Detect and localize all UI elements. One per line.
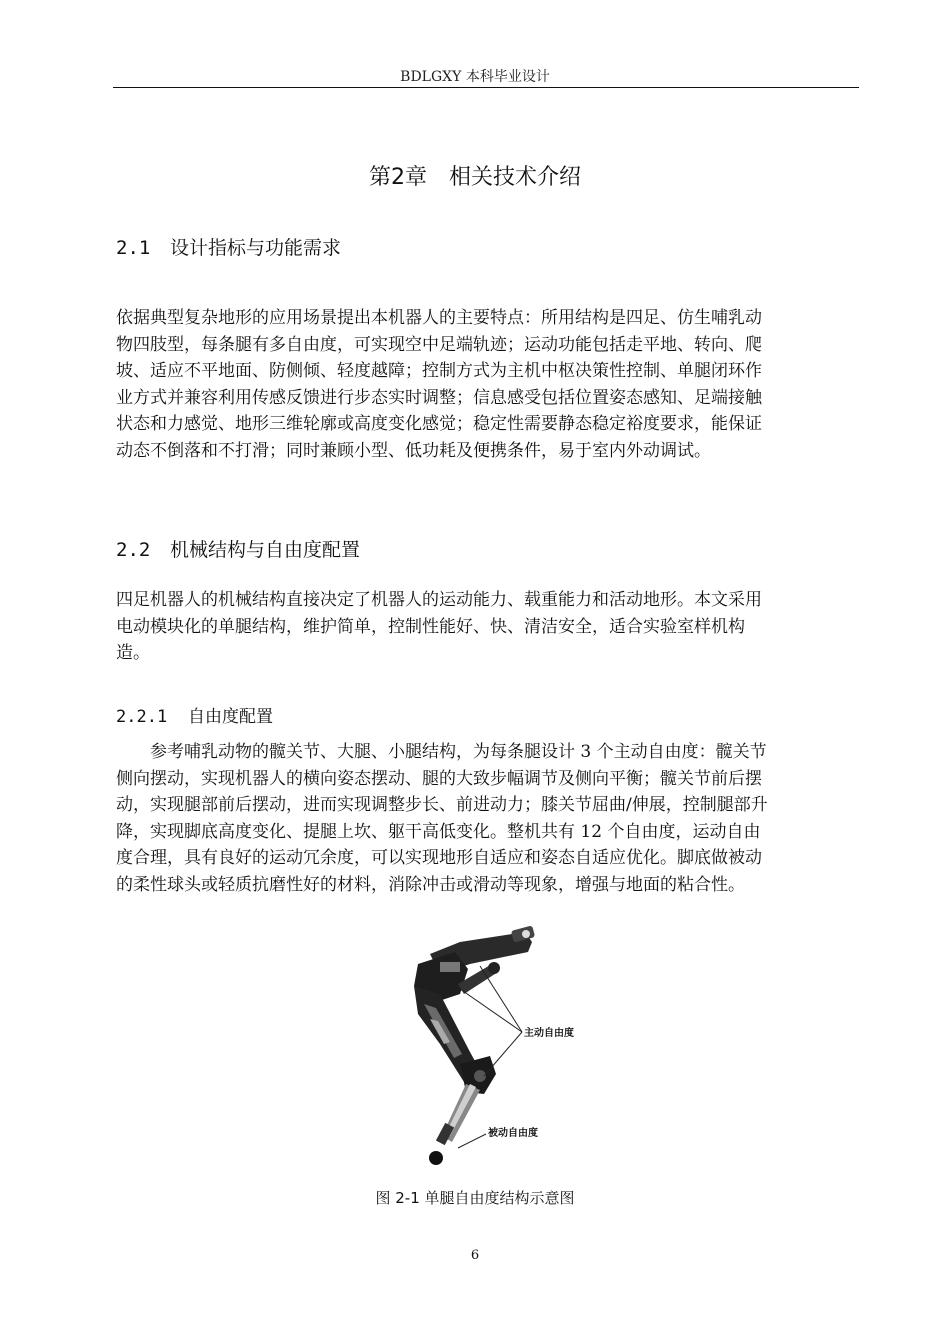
text-line: 坡、适应不平地面、防侧倾、轻度越障；控制方式为主机中枢决策性控制、单腿闭环作	[116, 361, 762, 381]
section-2-1-heading	[116, 233, 341, 260]
leg-structure-figure	[400, 924, 610, 1174]
text-line: 造。	[116, 643, 150, 663]
section-2-2-paragraph	[116, 587, 856, 667]
section-number: 2.1	[116, 237, 151, 259]
text-line: 动，实现腿部前后摆动，进而实现调整步长、前进动力；膝关节屈曲/伸展，控制腿部升	[116, 795, 768, 815]
text-line: 的柔性球头或轻质抗磨性好的材料，消除冲击或滑动等现象，增强与地面的粘合性。	[116, 874, 745, 895]
section-title: 机械结构与自由度配置	[170, 539, 361, 561]
text-line: 依据典型复杂地形的应用场景提出本机器人的主要特点：所用结构是四足、仿生哺乳动	[116, 308, 762, 328]
subsection-title: 自由度配置	[188, 707, 273, 727]
chapter-name: 相关技术介绍	[448, 165, 581, 190]
figure-caption: 图 2-1 单腿自由度结构示意图	[375, 1189, 575, 1207]
section-2-2-1-heading	[116, 702, 273, 727]
passive-dof-label: 被动自由度	[488, 1128, 538, 1139]
section-2-2-1-paragraph	[116, 739, 856, 898]
section-2-2-heading	[116, 535, 360, 562]
section-title: 设计指标与功能需求	[170, 237, 342, 259]
header-rule	[113, 87, 859, 88]
chapter-title	[0, 160, 950, 191]
text-line: 度合理，具有良好的运动冗余度，可以实现地形自适应和姿态自适应优化。脚底做被动	[116, 848, 762, 868]
text-line: 四足机器人的机械结构直接决定了机器人的运动能力、载重能力和活动地形。本文采用	[116, 590, 762, 610]
section-number: 2.2	[116, 539, 151, 561]
page-number: 6	[470, 1248, 480, 1263]
text-line: 业方式并兼容利用传感反馈进行步态实时调整；信息感受包括位置姿态感知、足端接触	[116, 387, 762, 408]
text-line: 物四肢型，每条腿有多自由度，可实现空中足端轨迹；运动功能包括走平地、转向、爬	[116, 334, 762, 355]
running-header: BDLGXY 本科毕业设计	[400, 69, 550, 85]
subsection-number: 2.2.1	[116, 707, 168, 727]
text-line: 状态和力感觉、地形三维轮廓或高度变化感觉；稳定性需要静态稳定裕度要求，能保证	[116, 414, 762, 434]
text-line: 动态不倒落和不打滑；同时兼顾小型、低功耗及便携条件，易于室内外动调试。	[116, 440, 711, 461]
text-line: 参考哺乳动物的髋关节、大腿、小腿结构，为每条腿设计 3 个主动自由度：髋关节	[150, 742, 767, 762]
text-line: 电动模块化的单腿结构，维护简单，控制性能好、快、清洁安全，适合实验室样机构	[116, 616, 745, 637]
section-2-1-paragraph	[116, 305, 856, 464]
active-dof-label: 主动自由度	[524, 1028, 574, 1039]
chapter-number: 第2章	[368, 165, 427, 190]
text-line: 降，实现脚底高度变化、提腿上坎、躯干高低变化。整机共有 12 个自由度，运动自由	[116, 821, 761, 842]
text-line: 侧向摆动，实现机器人的横向姿态摆动、腿的大致步幅调节及侧向平衡；髋关节前后摆	[116, 768, 762, 789]
